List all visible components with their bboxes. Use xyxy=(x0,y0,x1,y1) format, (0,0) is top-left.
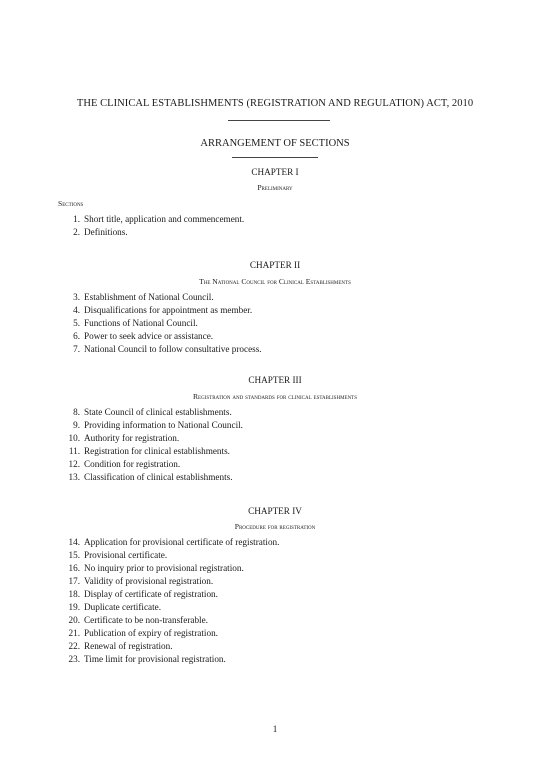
list-item xyxy=(58,615,208,626)
section-number: 20. xyxy=(68,615,80,625)
section-number: 23. xyxy=(68,654,80,664)
list-item xyxy=(58,292,214,303)
list-item xyxy=(58,641,173,652)
section-title: Condition for registration. xyxy=(84,459,181,469)
section-number: 11. xyxy=(68,446,80,456)
list-item xyxy=(58,459,180,470)
section-number: 8. xyxy=(73,407,80,417)
section-title: Provisional certificate. xyxy=(84,550,168,560)
list-item xyxy=(58,537,279,548)
chapter-heading: CHAPTER IV xyxy=(248,506,302,516)
section-title: State Council of clinical establishments. xyxy=(84,407,232,417)
section-title: Power to seek advice or assistance. xyxy=(84,331,214,341)
section-number: 14. xyxy=(68,537,80,547)
section-number: 22. xyxy=(68,641,80,651)
list-item xyxy=(58,576,213,587)
section-number: 17. xyxy=(68,576,80,586)
list-item xyxy=(58,563,244,574)
section-number: 10. xyxy=(68,433,80,443)
section-number: 3. xyxy=(73,292,80,302)
list-item xyxy=(58,446,230,457)
section-number: 21. xyxy=(68,628,80,638)
title-rule xyxy=(228,120,330,121)
section-title: Providing information to National Council. xyxy=(84,420,243,430)
section-title: Display of certificate of registration. xyxy=(84,589,218,599)
sections-label: Sections xyxy=(58,199,84,208)
section-title: Disqualifications for appointment as member. xyxy=(84,305,253,315)
arrangement-heading: ARRANGEMENT OF SECTIONS xyxy=(200,138,350,149)
list-item xyxy=(58,550,167,561)
chapter-heading: CHAPTER I xyxy=(251,167,299,177)
section-title: Application for provisional certificate of registration. xyxy=(84,537,280,547)
list-item xyxy=(58,654,226,665)
section-title: Authority for registration. xyxy=(84,433,180,443)
list-item xyxy=(58,227,128,238)
chapter-heading: CHAPTER II xyxy=(249,260,301,270)
list-item xyxy=(58,472,233,483)
list-item xyxy=(58,331,213,342)
section-title: No inquiry prior to provisional registration. xyxy=(84,563,244,573)
section-number: 18. xyxy=(68,589,80,599)
list-item xyxy=(58,214,244,225)
page-number: 1 xyxy=(272,724,278,734)
chapter-subtitle: The National Council for Clinical Establishments xyxy=(199,277,351,286)
section-number: 5. xyxy=(73,318,80,328)
section-title: Publication of expiry of registration. xyxy=(84,628,218,638)
section-number: 19. xyxy=(68,602,80,612)
chapter-subtitle: Procedure for registration xyxy=(234,522,316,531)
list-item xyxy=(58,318,198,329)
section-title: Time limit for provisional registration. xyxy=(84,654,226,664)
section-title: Definitions. xyxy=(84,227,128,237)
section-title: Functions of National Council. xyxy=(84,318,198,328)
section-title: Certificate to be non-transferable. xyxy=(84,615,208,625)
section-number: 1. xyxy=(73,214,80,224)
list-item xyxy=(58,407,232,418)
list-item xyxy=(58,420,243,431)
section-number: 12. xyxy=(68,459,80,469)
arrangement-rule xyxy=(232,157,318,158)
section-number: 4. xyxy=(73,305,80,315)
chapter-subtitle: Registration and standards for clinical establishments xyxy=(192,392,358,401)
section-title: Classification of clinical establishments. xyxy=(84,472,233,482)
list-item xyxy=(58,628,218,639)
section-number: 2. xyxy=(73,227,80,237)
section-title: Registration for clinical establishments. xyxy=(84,446,230,456)
list-item xyxy=(58,589,218,600)
section-number: 15. xyxy=(68,550,80,560)
section-title: National Council to follow consultative process. xyxy=(84,344,262,354)
list-item xyxy=(58,433,179,444)
act-title: THE CLINICAL ESTABLISHMENTS (REGISTRATION AND REGULATION) ACT, 2010 xyxy=(76,98,474,109)
section-title: Validity of provisional registration. xyxy=(84,576,214,586)
section-title: Establishment of National Council. xyxy=(84,292,214,302)
section-title: Renewal of registration. xyxy=(84,641,173,651)
section-number: 16. xyxy=(68,563,80,573)
list-item xyxy=(58,305,252,316)
list-item xyxy=(58,344,262,355)
section-number: 13. xyxy=(68,472,80,482)
chapter-heading: CHAPTER III xyxy=(248,375,302,385)
section-title: Short title, application and commencement. xyxy=(84,214,245,224)
list-item xyxy=(58,602,161,613)
chapter-subtitle: Preliminary xyxy=(257,183,293,192)
section-number: 7. xyxy=(73,344,80,354)
section-number: 9. xyxy=(73,420,80,430)
section-number: 6. xyxy=(73,331,80,341)
section-title: Duplicate certificate. xyxy=(84,602,162,612)
